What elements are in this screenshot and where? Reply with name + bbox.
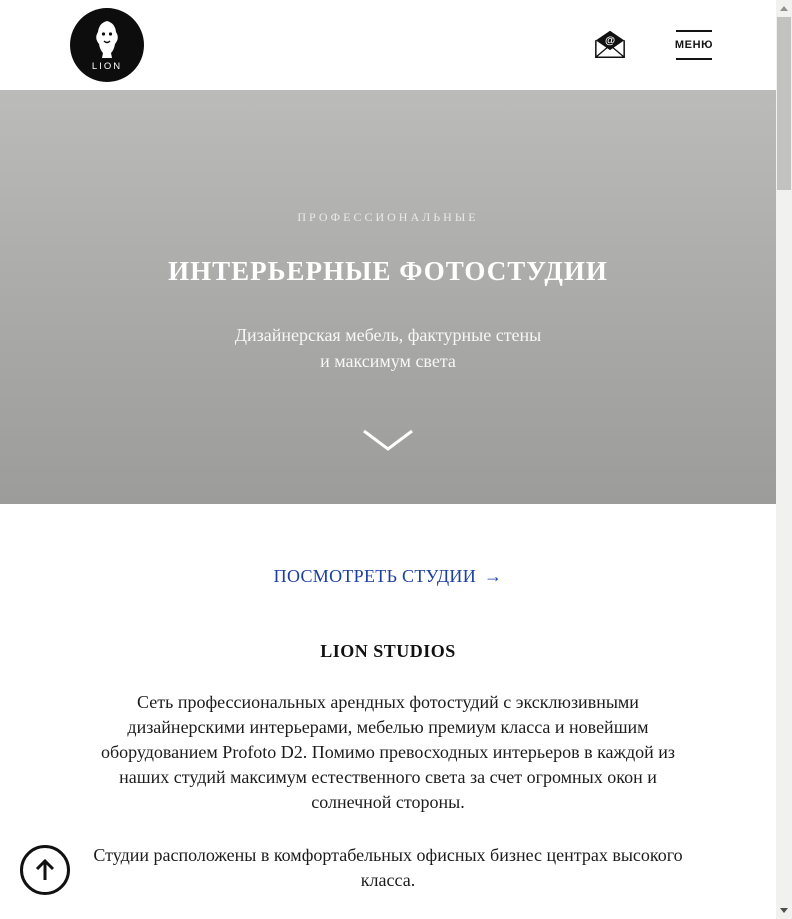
lion-logo-icon [70,8,144,82]
view-studios-link[interactable] [274,566,503,587]
hero-subtitle-line2: и максимум света [320,351,456,371]
site-header [0,0,776,90]
right-arrow-icon: → [484,566,503,586]
scrollbar-thumb[interactable] [777,17,791,190]
menu-button-label: МЕНЮ [674,39,714,51]
email-icon[interactable] [593,28,627,60]
intro-paragraph-2: Студии расположены в комфортабельных офисных бизнес центрах высокого класса. [93,845,683,890]
svg-text:LION: LION [91,61,123,72]
scroll-down-chevron-icon[interactable] [362,429,414,458]
hero-title: ИНТЕРЬЕРНЫЕ ФОТОСТУДИИ [168,256,608,286]
intro-paragraph-1: Сеть профессиональных арендных фотостудий с эксклюзивными дизайнерскими интерьерами, мебелью премиум класса и новейшим оборудованием Profoto D2. Помимо превосходных интерьеров в каждой из наших студий максимум естественного света за счет огромных окон и солнечной стороны. [100,692,676,812]
scrollbar[interactable] [776,0,792,919]
svg-text:@: @ [604,35,616,47]
intro-heading: LION STUDIOS [320,641,456,661]
scrollbar-up-button[interactable] [776,0,792,17]
scrollbar-down-button[interactable] [776,902,792,919]
hero-eyebrow: ПРОФЕССИОНАЛЬНЫЕ [297,210,479,224]
hero-section [0,90,776,504]
scroll-to-top-button[interactable] [20,845,70,895]
envelope-at-icon [593,28,627,60]
intro-section [0,504,776,893]
arrow-up-icon [31,856,59,884]
scrollbar-up-arrow-icon [780,6,788,11]
view-studios-link-label: ПОСМОТРЕТЬ СТУДИИ [273,566,477,586]
logo[interactable] [70,8,144,82]
hero-subtitle [0,322,776,374]
hero-subtitle-line1: Дизайнерская мебель, фактурные стены [234,325,542,345]
scrollbar-down-arrow-icon [780,908,788,913]
menu-button[interactable] [676,30,712,60]
